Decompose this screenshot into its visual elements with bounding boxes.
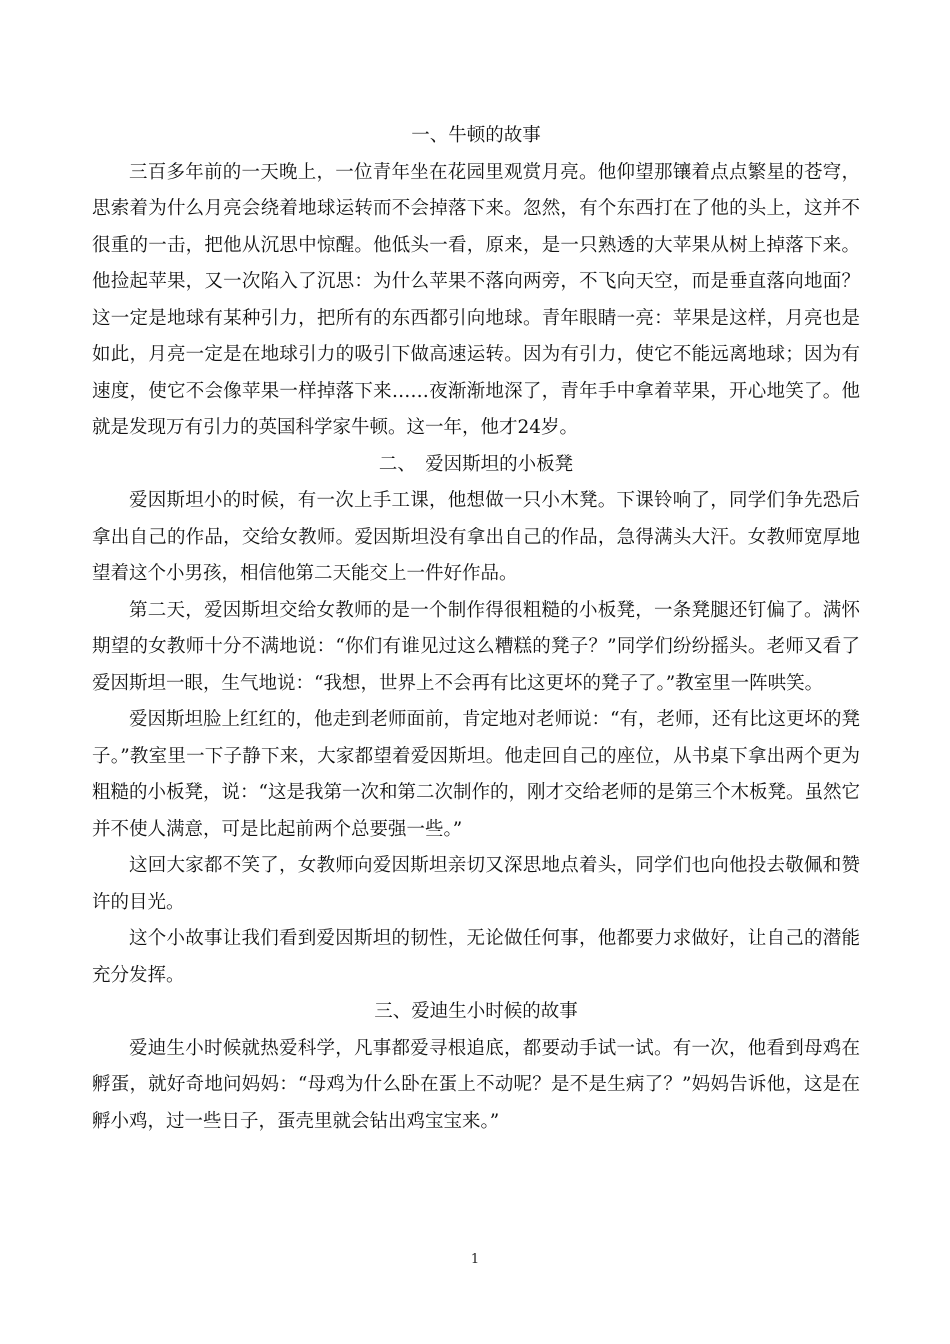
section-edison <box>92 994 860 1140</box>
paragraph: 爱因斯坦脸上红红的，他走到老师面前，肯定地对老师说：“有，老师，还有比这更坏的凳子。”教室里一下子静下来，大家都望着爱因斯坦。他走回自己的座位，从书桌下拿出两个更为粗糙的小板凳，说：“这是我第一次和第二次制作的，刚才交给老师的是第三个木板凳。虽然它并不使人满意，可是比起前两个总要强一些。” <box>92 709 860 840</box>
section-einstein <box>92 447 860 995</box>
section-newton <box>92 118 860 447</box>
paragraph: 这回大家都不笑了，女教师向爱因斯坦亲切又深思地点着头，同学们也向他投去敬佩和赞许的目光。 <box>92 855 860 913</box>
document-body <box>92 118 860 1140</box>
paragraph: 这个小故事让我们看到爱因斯坦的韧性，无论做任何事，他都要力求做好，让自己的潜能充分发挥。 <box>92 928 860 986</box>
section-heading: 三、爱迪生小时候的故事 <box>374 1001 578 1022</box>
page-number: 1 <box>470 1252 480 1267</box>
section-heading: 一、牛顿的故事 <box>411 125 541 146</box>
paragraph: 第二天，爱因斯坦交给女教师的是一个制作得很粗糙的小板凳，一条凳腿还钉偏了。满怀期望的女教师十分不满地说：“你们有谁见过这么糟糕的凳子？”同学们纷纷摇头。老师又看了爱因斯坦一眼，生气地说：“我想，世界上不会再有比这更坏的凳子了。”教室里一阵哄笑。 <box>92 599 860 694</box>
paragraph: 爱因斯坦小的时候，有一次上手工课，他想做一只小木凳。下课铃响了，同学们争先恐后拿出自己的作品，交给女教师。爱因斯坦没有拿出自己的作品，急得满头大汗。女教师宽厚地望着这个小男孩，相信他第二天能交上一件好作品。 <box>92 490 860 584</box>
paragraph: 三百多年前的一天晚上，一位青年坐在花园里观赏月亮。他仰望那镶着点点繁星的苍穹，思索着为什么月亮会绕着地球运转而不会掉落下来。忽然，有个东西打在了他的头上，这并不很重的一击，把他从沉思中惊醒。他低头一看，原来，是一只熟透的大苹果从树上掉落下来。他捡起苹果，又一次陷入了沉思：为什么苹果不落向两旁，不飞向天空，而是垂直落向地面？这一定是地球有某种引力，把所有的东西都引向地球。青年眼睛一亮：苹果是这样，月亮也是如此，月亮一定是在地球引力的吸引下做高速运转。因为有引力，使它不能远离地球；因为有速度，使它不会像苹果一样掉落下来……夜渐渐地深了，青年手中拿着苹果，开心地笑了。他就是发现万有引力的英国科学家牛顿。这一年，他才24岁。 <box>92 161 860 438</box>
section-heading: 二、 爱因斯坦的小板凳 <box>378 453 574 475</box>
paragraph: 爱迪生小时候就热爱科学，凡事都爱寻根追底，都要动手试一试。有一次，他看到母鸡在孵蛋，就好奇地问妈妈：“母鸡为什么卧在蛋上不动呢？是不是生病了？”妈妈告诉他，这是在孵小鸡，过一些日子，蛋壳里就会钻出鸡宝宝来。” <box>92 1037 860 1132</box>
